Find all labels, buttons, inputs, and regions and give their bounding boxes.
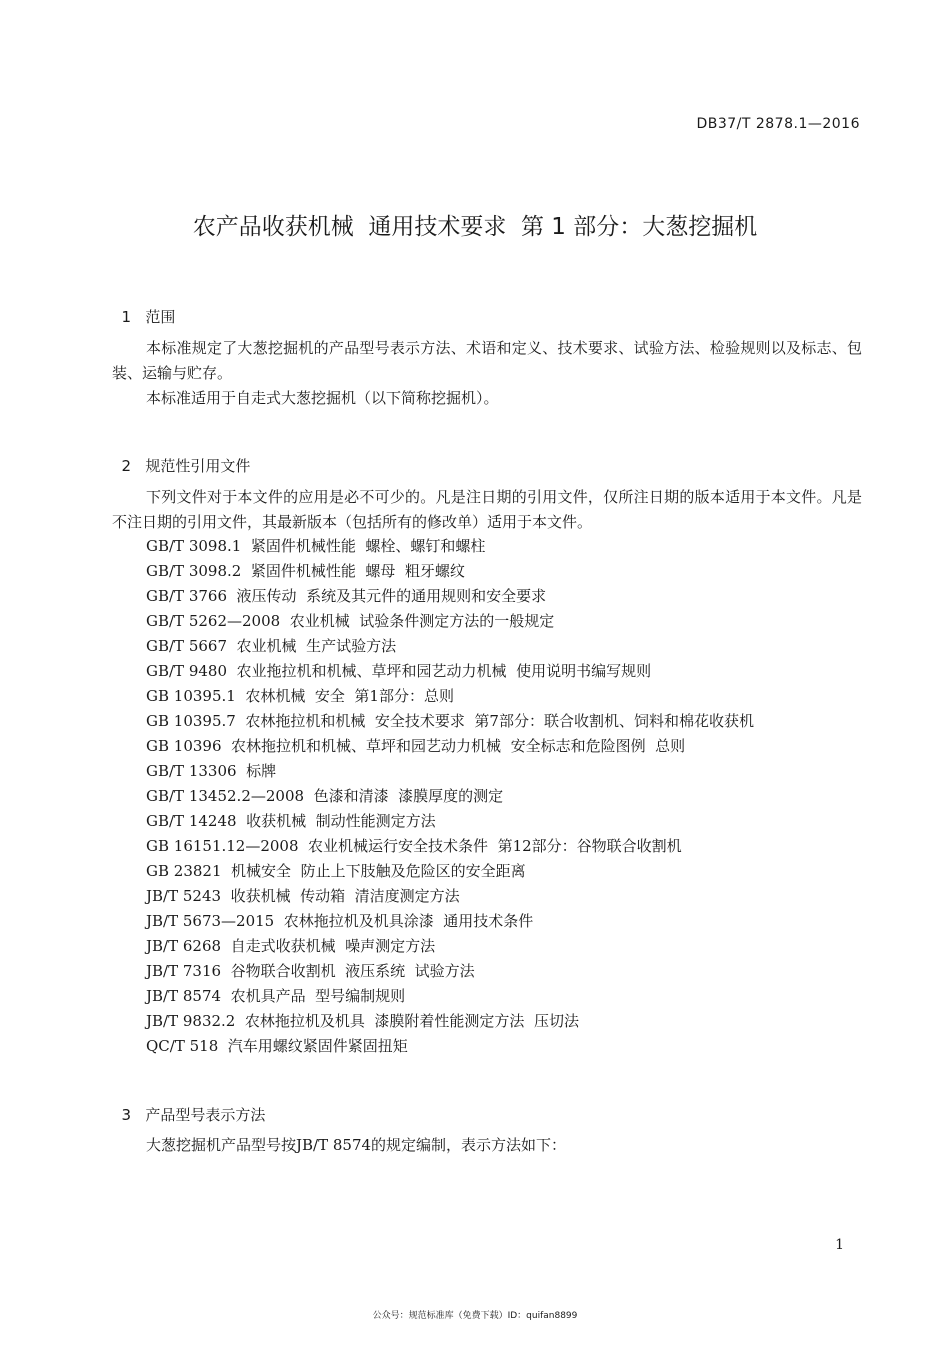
page-number: 1 <box>835 1237 844 1253</box>
paragraph: 本标准适用于自走式大葱挖掘机（以下简称挖掘机）。 <box>146 389 499 407</box>
reference-item: GB 16151.12—2008 农业机械运行安全技术条件 第12部分：谷物联合收割机 <box>146 837 682 855</box>
section-heading-normative-references <box>112 437 250 476</box>
reference-item: GB/T 5667 农业机械 生产试验方法 <box>146 637 397 655</box>
reference-item: GB 10395.1 农林机械 安全 第1部分：总则 <box>146 687 454 705</box>
section-number: 1 <box>121 308 132 326</box>
reference-item: JB/T 9832.2 农林拖拉机及机具 漆膜附着性能测定方法 压切法 <box>146 1012 579 1030</box>
document-title: 农产品收获机械 通用技术要求 第 1 部分：大葱挖掘机 <box>192 214 758 240</box>
reference-list <box>146 534 754 1059</box>
reference-item: GB 10395.7 农林拖拉机和机械 安全技术要求 第7部分：联合收割机、饲料和棉花收获机 <box>146 712 754 730</box>
reference-item: JB/T 6268 自走式收获机械 噪声测定方法 <box>146 937 436 955</box>
reference-item: JB/T 8574 农机具产品 型号编制规则 <box>146 987 406 1005</box>
section-title: 范围 <box>145 308 176 326</box>
section-number: 2 <box>121 457 132 475</box>
reference-item: GB/T 14248 收获机械 制动性能测定方法 <box>146 812 436 830</box>
reference-item: GB 23821 机械安全 防止上下肢触及危险区的安全距离 <box>146 862 526 880</box>
reference-item: GB/T 3098.2 紧固件机械性能 螺母 粗牙螺纹 <box>146 562 465 580</box>
reference-item: GB/T 3098.1 紧固件机械性能 螺栓、螺钉和螺柱 <box>146 537 486 555</box>
reference-item: GB/T 3766 液压传动 系统及其元件的通用规则和安全要求 <box>146 587 547 605</box>
section-heading-model-designation <box>112 1086 265 1125</box>
reference-item: JB/T 5243 收获机械 传动箱 清洁度测定方法 <box>146 887 460 905</box>
footer-note: 公众号：规范标准库（免费下载）ID：quifan8899 <box>372 1311 578 1321</box>
reference-item: QC/T 518 汽车用螺纹紧固件紧固扭矩 <box>146 1037 408 1055</box>
standard-code: DB37/T 2878.1—2016 <box>696 116 860 132</box>
reference-item: GB 10396 农林拖拉机和机械、草坪和园艺动力机械 安全标志和危险图例 总则 <box>146 737 686 755</box>
reference-item: JB/T 5673—2015 农林拖拉机及机具涂漆 通用技术条件 <box>146 912 534 930</box>
reference-item: JB/T 7316 谷物联合收割机 液压系统 试验方法 <box>146 962 475 980</box>
reference-item: GB/T 13452.2—2008 色漆和清漆 漆膜厚度的测定 <box>146 787 504 805</box>
reference-item: GB/T 13306 标牌 <box>146 762 277 780</box>
section-title: 产品型号表示方法 <box>145 1106 266 1124</box>
paragraph: 下列文件对于本文件的应用是必不可少的。凡是注日期的引用文件，仅所注日期的版本适用于本文件。凡是不注日期的引用文件，其最新版本（包括所有的修改单）适用于本文件。 <box>112 488 862 531</box>
paragraph: 大葱挖掘机产品型号按JB/T 8574的规定编制，表示方法如下： <box>146 1136 567 1154</box>
section-number: 3 <box>121 1106 132 1124</box>
section-heading-scope <box>112 288 175 327</box>
reference-item: GB/T 5262—2008 农业机械 试验条件测定方法的一般规定 <box>146 612 555 630</box>
reference-item: GB/T 9480 农业拖拉机和机械、草坪和园艺动力机械 使用说明书编写规则 <box>146 662 652 680</box>
paragraph: 本标准规定了大葱挖掘机的产品型号表示方法、术语和定义、技术要求、试验方法、检验规则以及标志、包装、运输与贮存。 <box>112 339 862 382</box>
section-title: 规范性引用文件 <box>145 457 251 475</box>
